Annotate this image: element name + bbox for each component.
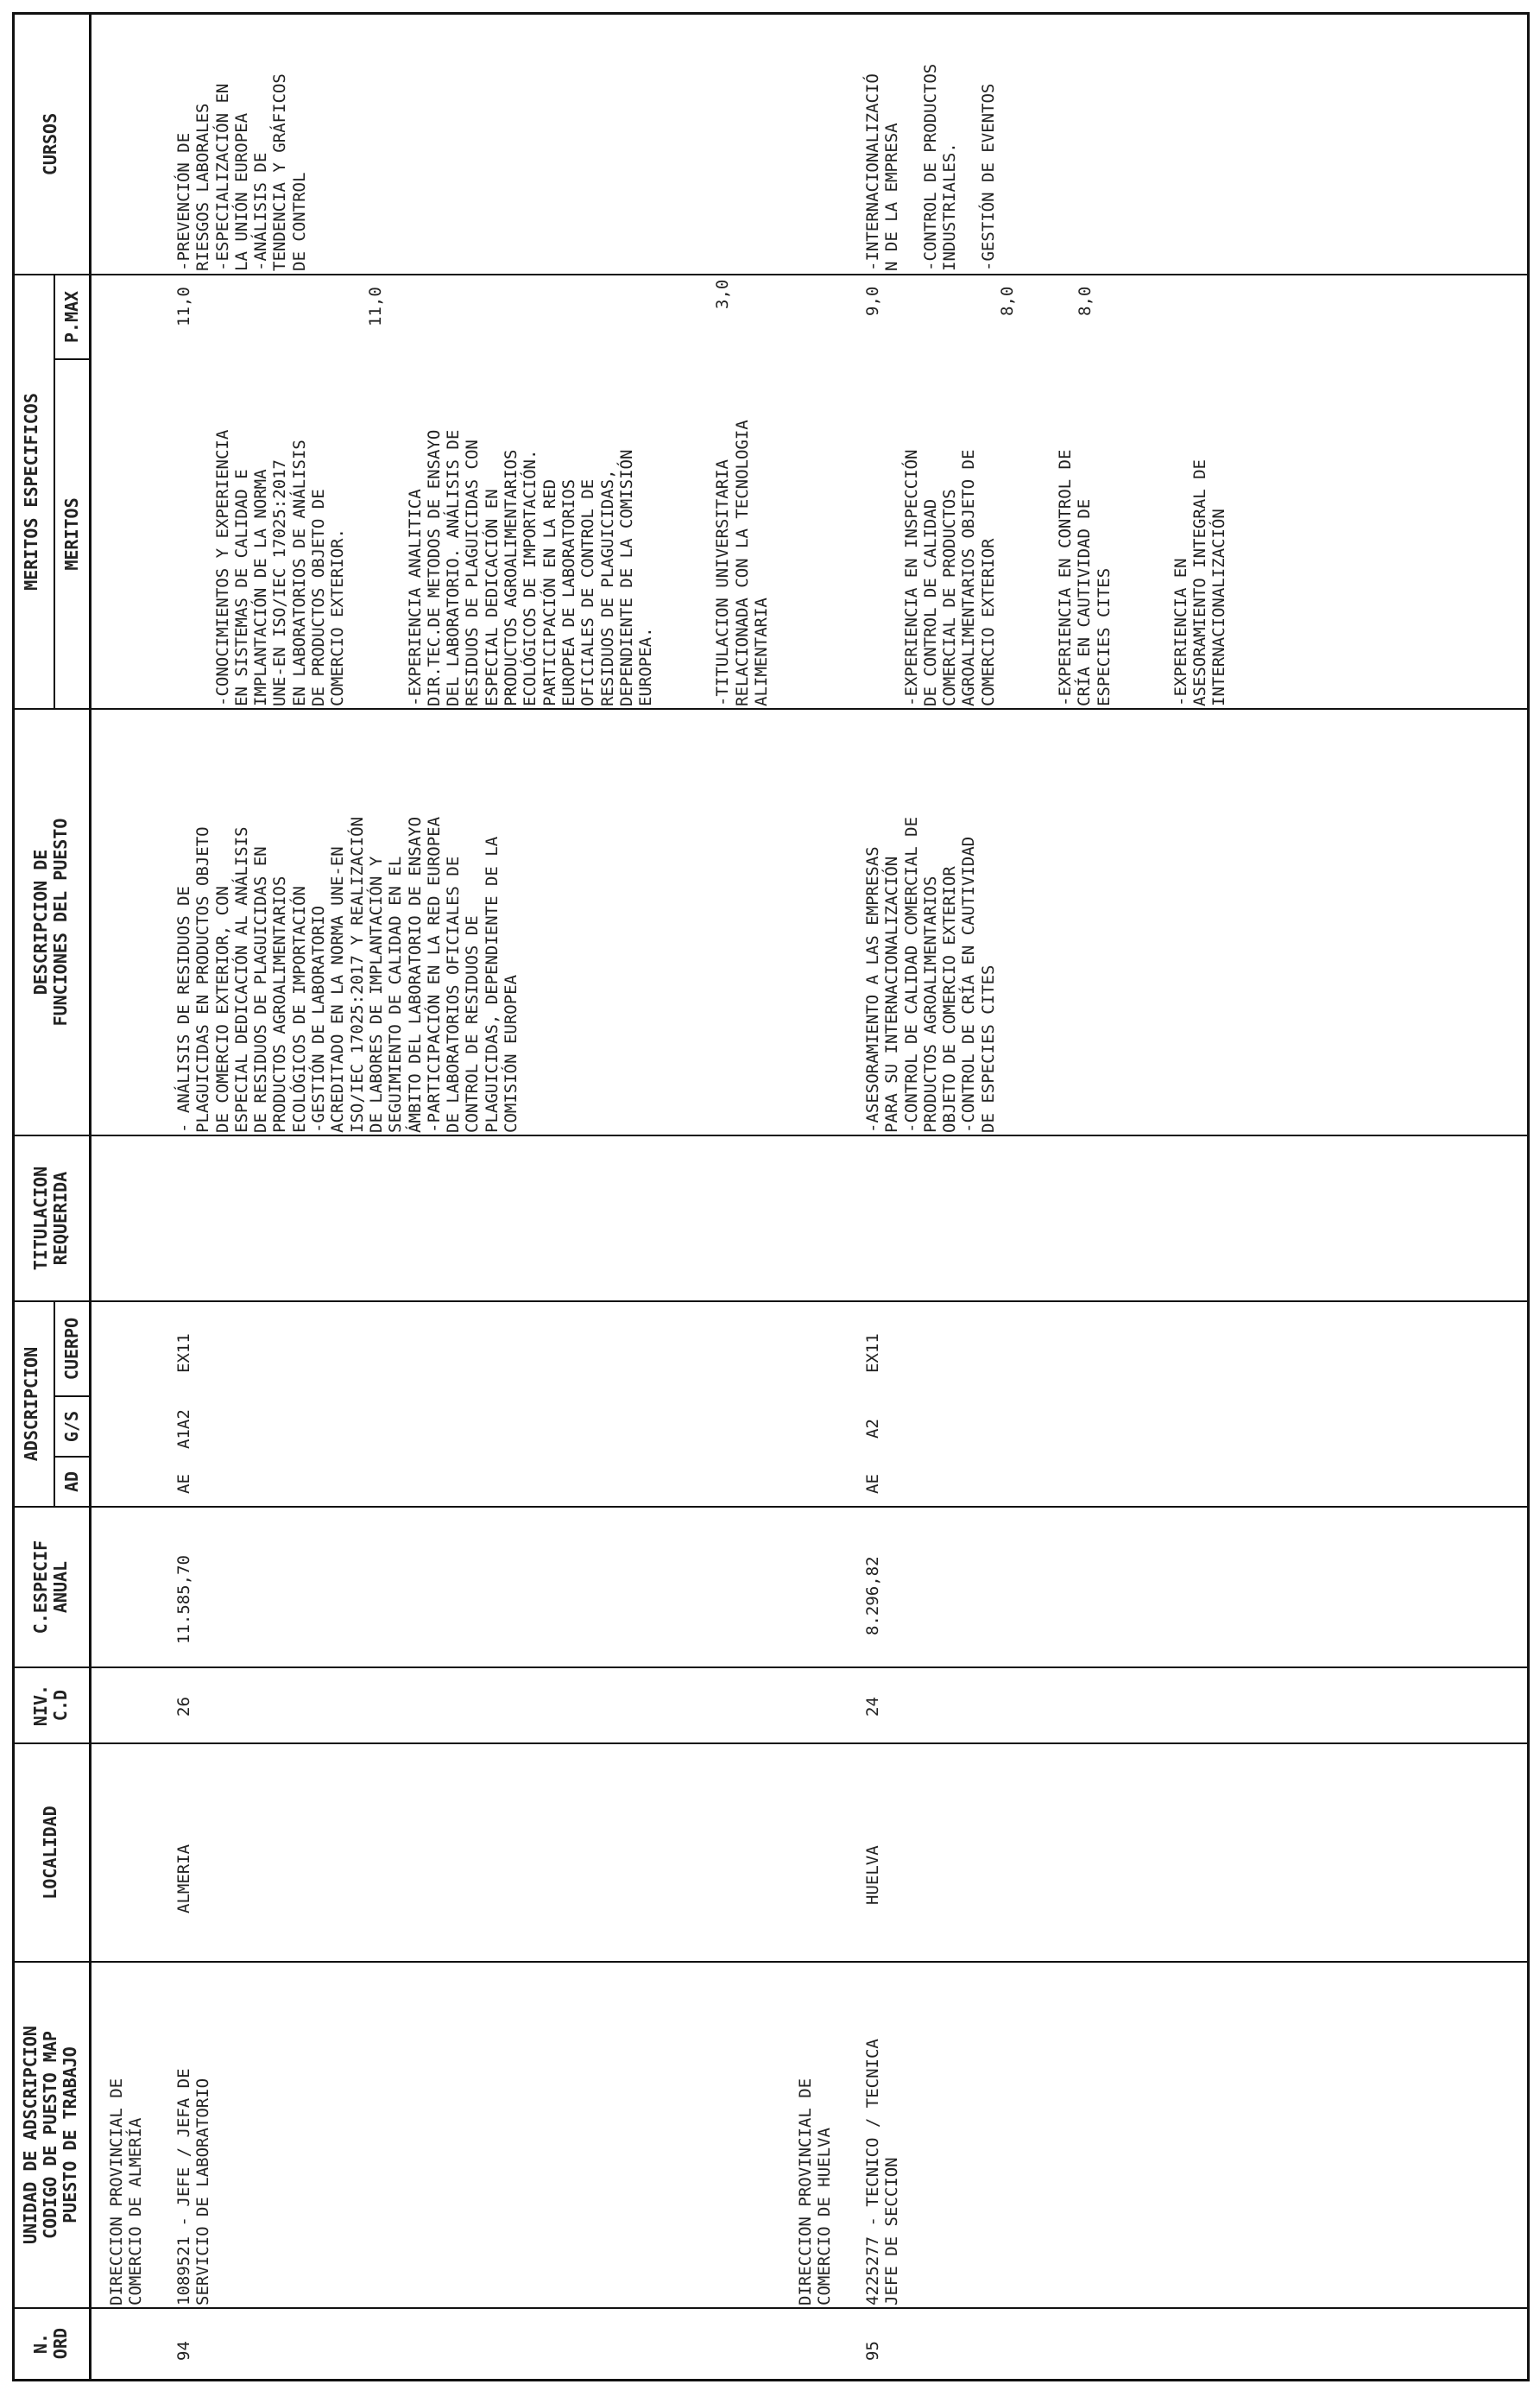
col-sep-3 <box>12 1742 1530 1744</box>
row-95-merito-1: -EXPERIENCIA EN INSPECCIÓN DE CONTROL DE CALIDAD COMERCIAL DE PRODUCTOS AGROALIMENTARIOS OBJETO DE COMERCIO EXTERIOR <box>901 449 998 706</box>
col-sep-12 <box>12 274 1530 275</box>
row-95-merito-3: -EXPERIENCIA EN ASESORAMIENTO INTEGRAL DE INTERNACIONALIZACIÓN <box>1171 459 1229 706</box>
header-cuerpo: CUERPO <box>61 1317 82 1381</box>
meritos-subrule <box>54 274 55 710</box>
row-95-pmax-2: 8,0 <box>998 286 1017 316</box>
header-n-ord: N. ORD <box>30 2327 71 2360</box>
frame-right <box>12 12 1530 15</box>
header-localidad: LOCALIDAD <box>40 1806 60 1900</box>
header-meritos-especificos: MERITOS ESPECIFICOS <box>21 393 41 591</box>
col-sep-2 <box>12 1961 1530 1963</box>
row-95-merito-2: -EXPERIENCIA EN CONTROL DE CRÍA EN CAUTIVIDAD DE ESPECIES CITES <box>1055 449 1114 706</box>
row-94-ad: AE <box>174 1474 193 1494</box>
row-94-meritos <box>174 420 810 706</box>
row-95-puesto: 4225277 - TECNICO / TECNICA JEFE DE SECCION <box>863 2039 902 2305</box>
row-95-meritos <box>863 450 1267 706</box>
row-94-descripcion: - ANÁLISIS DE RESIDUOS DE PLAGUICIDAS EN PRODUCTOS OBJETO DE COMERCIO EXTERIOR, CON ESPECIAL DEDICACIÓN AL ANÁLISIS DE RESIDUOS DE PLAGUICIDAS EN PRODUCTOS AGROALIMENTARIOS ECOLÓGICOS DE IMPORTACIÓN -GESTIÓN DE LABORATORIO ACREDITADO EN LA NORMA UNE-EN ISO/IEC 17025:2017 Y REALIZACIÓN DE LABORES DE IMPLANTACIÓN Y SEGUIMIENTO DE CALIDAD EN EL ÁMBITO DEL LABORATORIO DE ENSAYO -PARTICIPACIÓN EN LA RED EUROPEA DE LABORATORIOS OFICIALES DE CONTROL DE RESIDUOS DE PLAGUICIDAS, DEPENDIENTE DE LA COMISIÓN EUROPEA <box>174 816 521 1133</box>
row-94-nivel: 26 <box>174 1697 193 1717</box>
row-94-puesto: 1089521 - JEFE / JEFA DE SERVICIO DE LABORATORIO <box>174 2068 213 2305</box>
row-94-pmax-3: 3,0 <box>713 279 732 309</box>
header-gs: G/S <box>61 1410 82 1443</box>
header-pmax: P.MAX <box>61 290 82 344</box>
row-95-descripcion: -ASESORAMIENTO A LAS EMPRESAS PARA SU INTERNACIONALIZACIÓN -CONTROL DE CALIDAD COMERCIAL DE PRODUCTOS AGROALIMENTARIOS OBJETO DE COMERCIO EXTERIOR -CONTROL DE CRÍA EN CAUTIVIDAD DE ESPECIES CITES <box>863 816 998 1133</box>
row-94-merito-1: -CONOCIMIENTOS Y EXPERIENCIA EN SISTEMAS DE CALIDAD E IMPLANTACIÓN DE LA NORMA UNE-EN ISO/IEC 17025:2017 EN LABORATORIOS DE ANÁLISIS DE PRODUCTOS OBJETO DE COMERCIO EXTERIOR. <box>212 429 348 706</box>
header-unidad-codigo-puesto: UNIDAD DE ADSCRIPCION CODIGO DE PUESTO MAP PUESTO DE TRABAJO <box>20 2026 80 2244</box>
row-95-unidad: DIRECCION PROVINCIAL DE COMERCIO DE HUELVA <box>796 2078 835 2305</box>
row-95-localidad: HUELVA <box>863 1845 882 1905</box>
row-95-c-especif: 8.296,82 <box>863 1556 882 1635</box>
row-94-merito-2: -EXPERIENCIA ANALITICA DIR.TEC.DE METODOS DE ENSAYO DEL LABORATORIO. ANÁLISIS DE RESIDUOS DE PLAGUICIDAS CON ESPECIAL DEDICACIÓN EN PRODUCTOS AGROALIMENTARIOS ECOLÓGICOS DE IMPORTACIÓN. PARTICIPACIÓN EN LA RED EUROPEA DE LABORATORIOS OFICIALES DE CONTROL DE RESIDUOS DE PLAGUICIDAS, DEPENDIENTE DE LA COMISIÓN EUROPEA. <box>405 429 656 706</box>
frame-left <box>12 2379 1530 2381</box>
header-c-especif: C.ESPECIF ANUAL <box>30 1540 71 1635</box>
header-nivel: NIV. C.D <box>30 1684 71 1727</box>
row-94-localidad: ALMERIA <box>174 1844 193 1913</box>
col-sep-4 <box>12 1667 1530 1668</box>
row-95-pmax-3: 8,0 <box>1076 286 1095 316</box>
row-95-ad: AE <box>863 1474 882 1494</box>
row-94-unidad: DIRECCION PROVINCIAL DE COMERCIO DE ALMERÍA <box>107 2078 146 2305</box>
frame-top <box>12 12 15 2381</box>
row-95-gs: A2 <box>863 1419 882 1439</box>
header-descripcion: DESCRIPCION DE FUNCIONES DEL PUESTO <box>30 818 71 1027</box>
header-meritos: MERITOS <box>61 497 82 571</box>
header-adscripcion: ADSCRIPCION <box>21 1346 41 1462</box>
row-94-pmax-2: 11,0 <box>366 287 385 326</box>
header-cursos: CURSOS <box>40 112 60 176</box>
row-95-nivel: 24 <box>863 1697 882 1717</box>
col-sep-1 <box>12 2307 1530 2309</box>
row-94-gs: A1A2 <box>174 1409 193 1449</box>
row-94-c-especif: 11.585,70 <box>174 1555 193 1644</box>
row-95-cursos: -INTERNACIONALIZACIÓ N DE LA EMPRESA -CONTROL DE PRODUCTOS INDUSTRIALES. -GESTIÓN DE EVENTOS <box>863 63 998 271</box>
header-rule <box>89 12 92 2381</box>
col-sep-5 <box>12 1506 1530 1508</box>
adscripcion-subrule <box>54 1300 55 1508</box>
row-95-pmax-1: 9,0 <box>863 286 882 316</box>
col-sep-9 <box>12 1135 1530 1136</box>
row-94-pmax-1: 11,0 <box>174 287 193 326</box>
frame-bottom <box>1527 12 1530 2381</box>
header-titulacion: TITULACION REQUERIDA <box>30 1166 71 1271</box>
row-94-merito-3: -TITULACION UNIVERSITARIA RELACIONADA CON LA TECNOLOGIA ALIMENTARIA <box>713 420 771 706</box>
row-95-cuerpo: EX11 <box>863 1333 882 1373</box>
row-94-cuerpo: EX11 <box>174 1333 193 1373</box>
row-94-cursos: -PREVENCIÓN DE RIESGOS LABORALES -ESPECIALIZACIÓN EN LA UNIÓN EUROPEA -ANÁLISIS DE TENDENCIA Y GRÁFICOS DE CONTROL <box>174 73 309 271</box>
col-sep-10 <box>12 708 1530 710</box>
row-95-n-ord: 95 <box>863 2341 882 2361</box>
row-94-n-ord: 94 <box>174 2341 193 2361</box>
header-ad: AD <box>61 1470 82 1493</box>
col-sep-8 <box>12 1300 1530 1302</box>
